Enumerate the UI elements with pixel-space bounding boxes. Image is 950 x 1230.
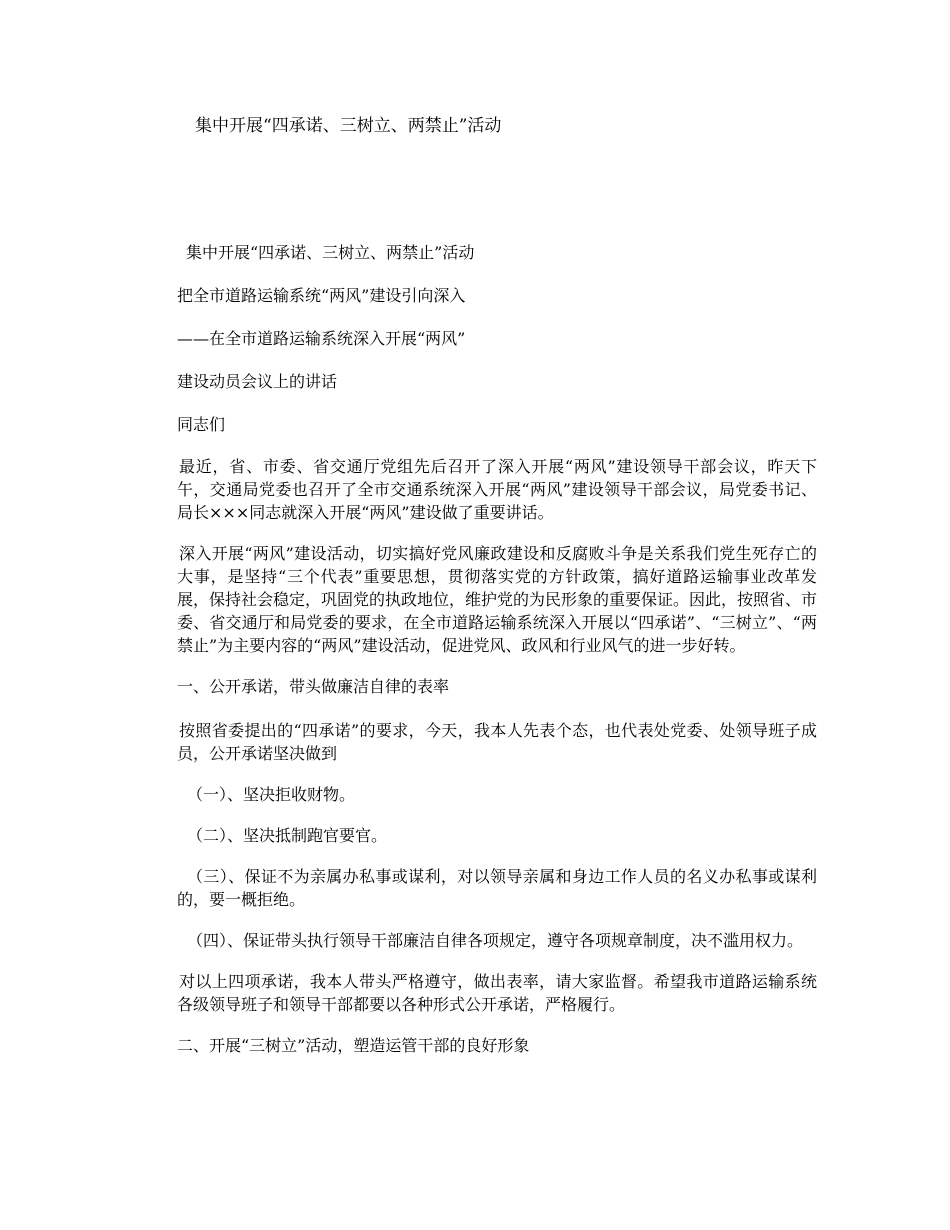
commitment-item-3: （三）、保证不为亲属办私事或谋利，对以领导亲属和身边工作人员的名义办私事或谋利的，要一概拒绝。: [177, 867, 817, 909]
section-heading-2: 二、开展“三树立”活动，塑造运管干部的良好形象: [177, 1036, 530, 1055]
commitment-item-1: （一）、坚决拒收财物。: [187, 785, 356, 804]
commitment-item-2: （二）、坚决抵制跑官要官。: [187, 826, 388, 845]
document-title: 集中开展“四承诺、三树立、两禁止”活动: [186, 243, 475, 262]
paragraph-intro: 最近，省、市委、省交通厅党组先后召开了深入开展“两风”建设领导干部会议，昨天下午，交通局党委也召开了全市交通系统深入开展“两风”建设领导干部会议，局党委书记、局长×××同志就深入开展“两风”建设做了重要讲话。: [177, 457, 817, 522]
commitment-item-4: （四）、保证带头执行领导干部廉洁自律各项规定，遵守各项规章制度，决不滥用权力。: [187, 931, 804, 950]
section1-intro: 按照省委提出的“四承诺”的要求，今天，我本人先表个态，也代表处党委、处领导班子成员，公开承诺坚决做到: [177, 721, 817, 763]
top-title: 集中开展“四承诺、三树立、两禁止”活动: [195, 116, 502, 136]
document-subtitle: 把全市道路运输系统“两风”建设引向深入: [177, 286, 466, 305]
document-body: [177, 240, 817, 1078]
section1-closing: 对以上四项承诺，我本人带头严格遵守，做出表率，请大家监督。希望我市道路运输系统各级领导班子和领导干部都要以各种形式公开承诺，严格履行。: [177, 972, 817, 1014]
document-subtitle-line3: 建设动员会议上的讲话: [177, 372, 338, 391]
section-heading-1: 一、公开承诺，带头做廉洁自律的表率: [177, 677, 450, 696]
paragraph-context: 深入开展“两风”建设活动，切实搞好党风廉政建设和反腐败斗争是关系我们党生死存亡的大事，是坚持“三个代表”重要思想，贯彻落实党的方针政策，搞好道路运输事业改革发展，保持社会稳定，巩固党的执政地位，维护党的为民形象的重要保证。因此，按照省、市委、省交通厅和局党委的要求，在全市道路运输系统深入开展以“四承诺”、“三树立”、“两禁止”为主要内容的“两风”建设活动，促进党风、政风和行业风气的进一步好转。: [177, 544, 818, 655]
salutation: 同志们: [177, 415, 226, 434]
document-subtitle-line2: ——在全市道路运输系统深入开展“两风”: [177, 329, 466, 348]
